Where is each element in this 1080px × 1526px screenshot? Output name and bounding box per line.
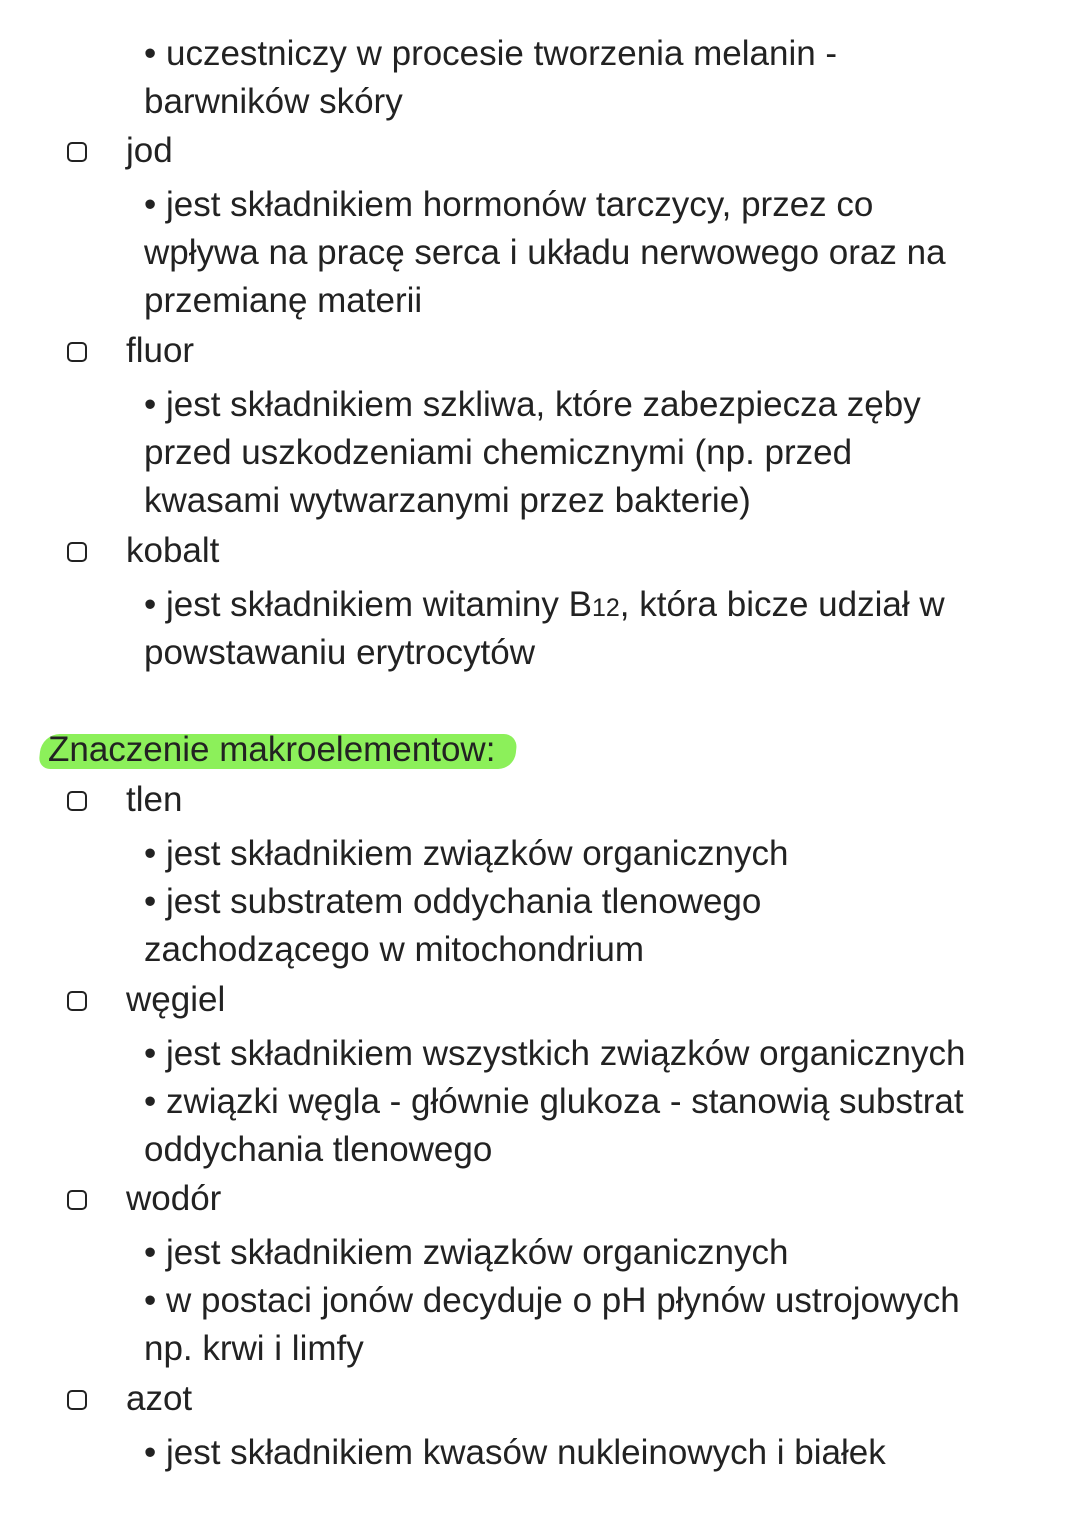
item-label-wegiel: węgiel	[126, 980, 226, 1019]
description-line: zachodzącego w mitochondrium	[144, 930, 644, 969]
item-label-jod: jod	[126, 131, 173, 170]
checkbox-jod[interactable]	[67, 142, 87, 162]
checkbox-wodor[interactable]	[67, 1190, 87, 1210]
checkbox-fluor[interactable]	[67, 342, 87, 362]
description-text: , która bicze udział w	[619, 585, 945, 624]
description-line	[144, 581, 945, 632]
description-line: • jest substratem oddychania tlenowego	[144, 882, 762, 921]
heading-text: Znaczenie makroelementow:	[48, 730, 496, 769]
description-line: powstawaniu erytrocytów	[144, 633, 535, 672]
item-label-azot: azot	[126, 1379, 193, 1418]
section-heading-macroelements	[40, 726, 495, 774]
description-line: • jest składnikiem wszystkich związków organicznych	[144, 1034, 966, 1073]
subscript-12: 12	[591, 594, 620, 622]
description-line: np. krwi i limfy	[144, 1329, 364, 1368]
checkbox-azot[interactable]	[67, 1390, 87, 1410]
description-line: przed uszkodzeniami chemicznymi (np. przed	[144, 433, 853, 472]
continuation-line: barwników skóry	[144, 82, 403, 121]
continuation-line: • uczestniczy w procesie tworzenia melanin -	[144, 34, 838, 73]
description-line: • jest składnikiem szkliwa, które zabezpiecza zęby	[144, 385, 921, 424]
checkbox-tlen[interactable]	[67, 791, 87, 811]
item-label-tlen: tlen	[126, 780, 183, 819]
description-line: oddychania tlenowego	[144, 1130, 493, 1169]
description-line: • związki węgla - głównie glukoza - stanowią substrat	[144, 1082, 964, 1121]
description-line: • jest składnikiem związków organicznych	[144, 834, 789, 873]
item-label-fluor: fluor	[126, 331, 195, 370]
description-line: • jest składnikiem hormonów tarczycy, przez co	[144, 185, 874, 224]
description-line: • w postaci jonów decyduje o pH płynów ustrojowych	[144, 1281, 960, 1320]
item-label-wodor: wodór	[126, 1179, 222, 1218]
description-line: • jest składnikiem kwasów nukleinowych i białek	[144, 1433, 886, 1472]
checkbox-kobalt[interactable]	[67, 542, 87, 562]
description-line: przemianę materii	[144, 281, 423, 320]
checkbox-wegiel[interactable]	[67, 991, 87, 1011]
description-line: kwasami wytwarzanymi przez bakterie)	[144, 481, 751, 520]
description-line: wpływa na pracę serca i układu nerwowego oraz na	[144, 233, 946, 272]
description-text: • jest składnikiem witaminy B	[144, 585, 592, 624]
description-line: • jest składnikiem związków organicznych	[144, 1233, 789, 1272]
item-label-kobalt: kobalt	[126, 531, 220, 570]
